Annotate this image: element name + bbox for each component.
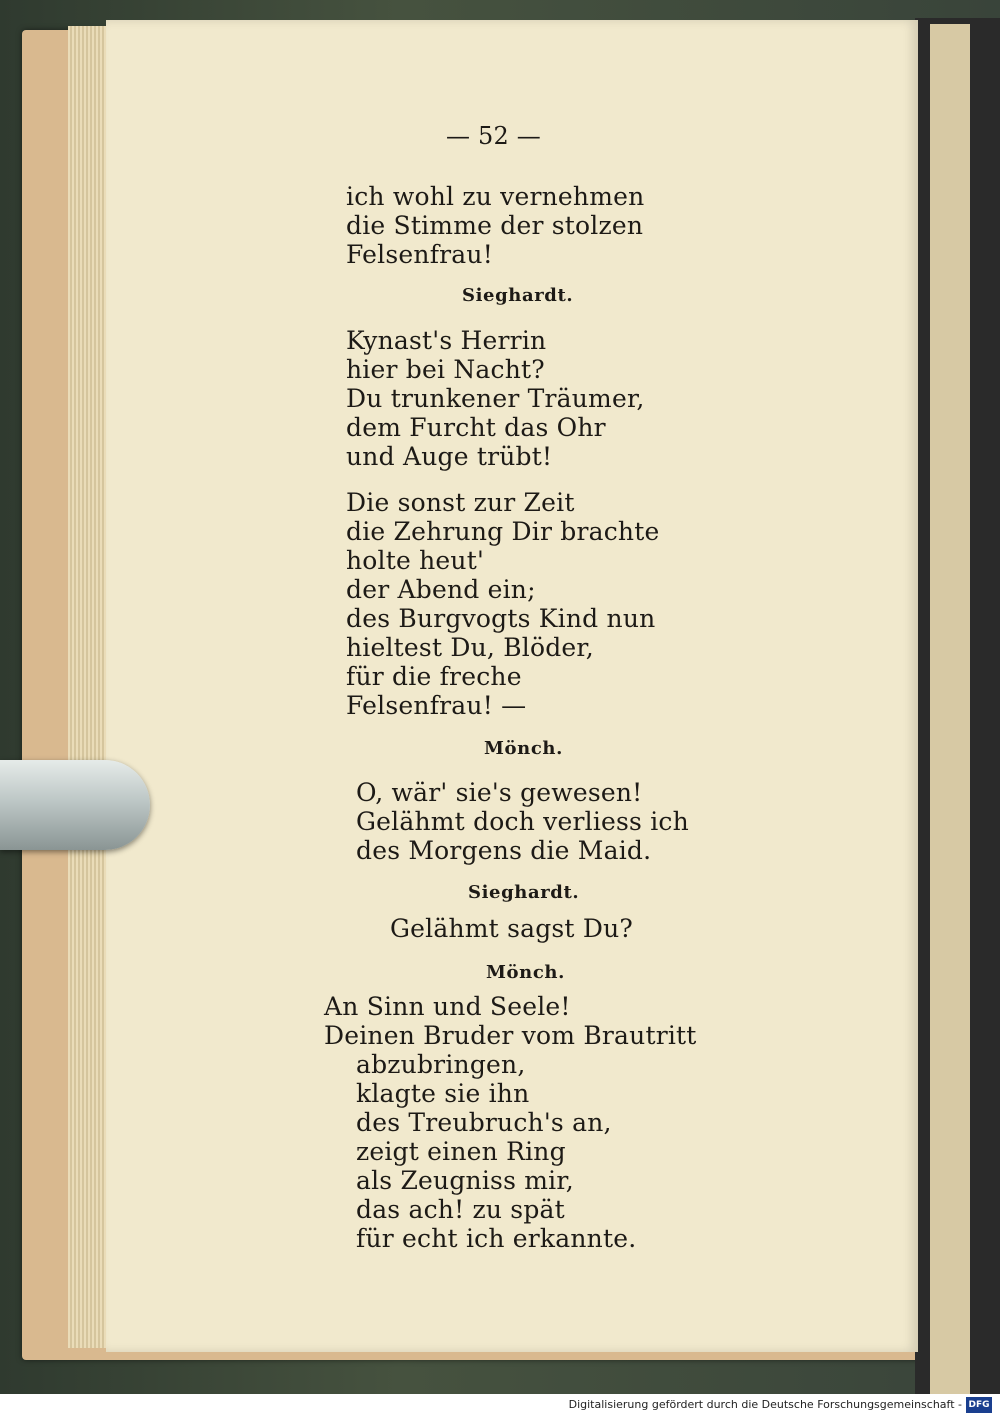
- verse-line: Deinen Bruder vom Brautritt: [324, 1021, 697, 1050]
- speaker-name: Mönch.: [486, 962, 565, 983]
- verse-line: des Treubruch's an,: [356, 1108, 612, 1137]
- page-number: — 52 —: [446, 122, 541, 150]
- verse-line: das ach! zu spät: [356, 1195, 565, 1224]
- footer-credit: Digitalisierung gefördert durch die Deutsche Forschungsgemeinschaft -: [568, 1398, 962, 1411]
- verse-line: des Morgens die Maid.: [356, 836, 652, 865]
- page-clip: [0, 760, 150, 850]
- verse-line: Gelähmt sagst Du?: [390, 914, 633, 943]
- verse-line: zeigt einen Ring: [356, 1137, 566, 1166]
- verse-line: O, wär' sie's gewesen!: [356, 778, 643, 807]
- verse-line: die Zehrung Dir brachte: [346, 517, 660, 546]
- verse-line: dem Furcht das Ohr: [346, 413, 606, 442]
- verse-line: klagte sie ihn: [356, 1079, 530, 1108]
- verse-line: für echt ich erkannte.: [356, 1224, 637, 1253]
- verse-line: Gelähmt doch verliess ich: [356, 807, 689, 836]
- dfg-logo-icon: DFG: [966, 1397, 992, 1413]
- verse-line: der Abend ein;: [346, 575, 536, 604]
- verse-line: holte heut': [346, 546, 485, 575]
- verse-line: ich wohl zu vernehmen: [346, 182, 645, 211]
- verse-line: als Zeugniss mir,: [356, 1166, 574, 1195]
- verse-line: abzubringen,: [356, 1050, 526, 1079]
- verse-line: für die freche: [346, 662, 522, 691]
- book-page: [106, 20, 918, 1352]
- speaker-name: Mönch.: [484, 738, 563, 759]
- verse-line: Felsenfrau! —: [346, 691, 527, 720]
- verse-line: Kynast's Herrin: [346, 326, 547, 355]
- verse-line: hieltest Du, Blöder,: [346, 633, 594, 662]
- verse-line: An Sinn und Seele!: [324, 992, 571, 1021]
- verse-line: die Stimme der stolzen: [346, 211, 644, 240]
- verse-line: hier bei Nacht?: [346, 355, 545, 384]
- verse-line: Die sonst zur Zeit: [346, 488, 575, 517]
- page-edges: [68, 26, 108, 1348]
- adjacent-page: [930, 24, 970, 1394]
- speaker-name: Sieghardt.: [462, 285, 574, 306]
- verse-line: Du trunkener Träumer,: [346, 384, 645, 413]
- verse-line: Felsenfrau!: [346, 240, 493, 269]
- verse-line: und Auge trübt!: [346, 442, 553, 471]
- speaker-name: Sieghardt.: [468, 882, 580, 903]
- verse-line: des Burgvogts Kind nun: [346, 604, 656, 633]
- footer-bar: [0, 1394, 1000, 1418]
